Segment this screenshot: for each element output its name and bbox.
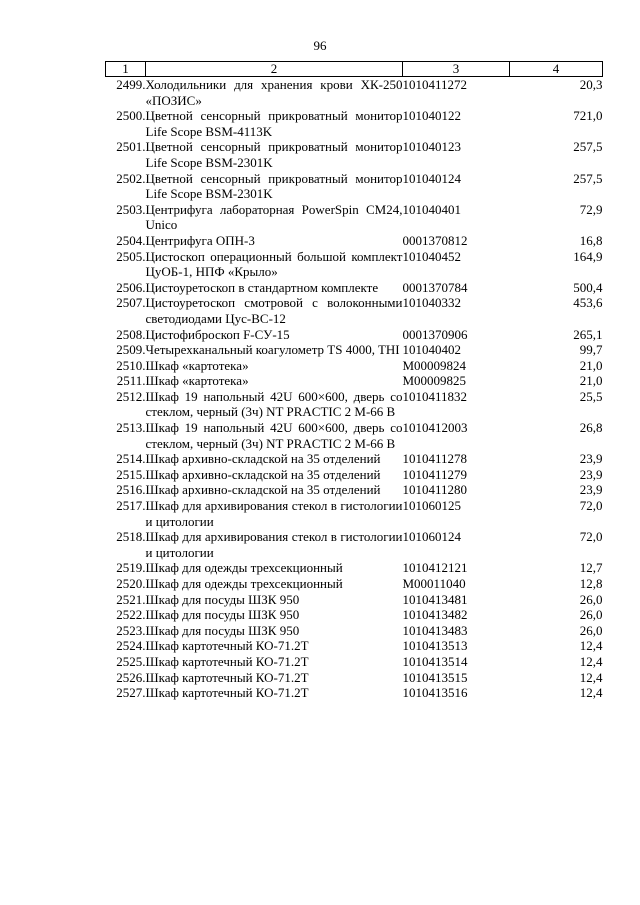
table-row xyxy=(106,389,603,420)
inventory-code: 101060125 xyxy=(402,498,461,514)
inventory-code: 101040401 xyxy=(402,201,461,217)
row-number: 2527. xyxy=(116,685,146,701)
item-name: Холодильники для хранения крови ХК-250 «ПОЗИС» xyxy=(145,77,403,108)
row-number: 2499. xyxy=(116,77,146,92)
row-number: 2502. xyxy=(116,170,146,186)
item-name: Шкаф для посуды ШЗК 950 xyxy=(145,622,300,638)
item-name: Цистоуретоскоп смотровой с волоконными светодиодами Цус-ВС-12 xyxy=(145,295,403,326)
item-value: 500,4 xyxy=(573,279,603,295)
row-number: 2517. xyxy=(116,498,146,514)
item-value: 12,4 xyxy=(579,669,603,685)
inventory-code: 1010412003 xyxy=(402,420,468,436)
row-number: 2505. xyxy=(116,248,146,264)
row-number: 2500. xyxy=(116,108,146,124)
item-name: Цистофиброскоп F-СУ-15 xyxy=(145,326,290,342)
inventory-code: 1010411272 xyxy=(402,77,468,92)
column-header-1: 1 xyxy=(106,62,146,77)
table-row xyxy=(106,638,603,654)
inventory-code: 1010411280 xyxy=(402,482,468,498)
inventory-code: 101040452 xyxy=(402,248,461,264)
item-name: Цветной сенсорный прикроватный монитор Life Scope BSM-2301K xyxy=(145,139,403,170)
table-body xyxy=(106,77,603,701)
column-header-4: 4 xyxy=(510,62,603,77)
item-name: Шкаф для посуды ШЗК 950 xyxy=(145,591,300,607)
item-name: Центрифуга лабораторная PowerSpin CM24, Unico xyxy=(145,201,403,233)
item-value: 164,9 xyxy=(573,248,603,264)
table-row xyxy=(106,560,603,576)
inventory-code: 1010413513 xyxy=(402,638,468,654)
item-value: 23,9 xyxy=(579,482,603,498)
item-value: 21,0 xyxy=(579,357,603,373)
table-row xyxy=(106,482,603,498)
row-number: 2524. xyxy=(116,638,146,654)
inventory-code: 101060124 xyxy=(402,529,461,545)
row-number: 2509. xyxy=(116,342,146,358)
item-value: 72,9 xyxy=(579,201,603,217)
inventory-code: 1010411278 xyxy=(402,451,468,467)
row-number: 2515. xyxy=(116,466,146,482)
inventory-code: 1010411832 xyxy=(402,388,468,404)
inventory-code: 1010413516 xyxy=(402,685,468,701)
row-number: 2518. xyxy=(116,529,146,545)
table-row xyxy=(106,576,603,592)
row-number: 2513. xyxy=(116,420,146,436)
table-row xyxy=(106,77,603,109)
table-row xyxy=(106,171,603,202)
item-name: Цистоуретоскоп в стандартном комплекте xyxy=(145,279,379,295)
item-value: 99,7 xyxy=(579,342,603,358)
row-number: 2501. xyxy=(116,139,146,155)
row-number: 2511. xyxy=(116,373,146,389)
item-value: 12,4 xyxy=(579,638,603,654)
item-value: 265,1 xyxy=(573,326,603,342)
item-value: 26,0 xyxy=(579,607,603,623)
row-number: 2523. xyxy=(116,622,146,638)
equipment-table xyxy=(105,61,603,701)
row-number: 2514. xyxy=(116,451,146,467)
inventory-code: 101040402 xyxy=(402,342,461,358)
item-value: 12,8 xyxy=(579,576,603,591)
item-value: 72,0 xyxy=(579,529,603,545)
item-name: Шкаф для одежды трехсекционный xyxy=(145,560,343,576)
inventory-code: М00011040 xyxy=(402,576,466,591)
table-row xyxy=(106,623,603,639)
row-number: 2508. xyxy=(116,326,146,342)
table-row xyxy=(106,295,603,326)
item-value: 26,0 xyxy=(579,622,603,638)
table-row xyxy=(106,685,603,701)
inventory-code: 0001370784 xyxy=(402,279,468,295)
inventory-code: 1010413514 xyxy=(402,653,468,669)
inventory-code: М00009824 xyxy=(402,357,467,373)
item-value: 72,0 xyxy=(579,498,603,514)
header-row xyxy=(106,62,603,77)
table-row xyxy=(106,498,603,529)
row-number: 2507. xyxy=(116,295,146,311)
item-value: 453,6 xyxy=(573,295,603,311)
table-row xyxy=(106,249,603,280)
row-number: 2526. xyxy=(116,669,146,685)
item-value: 12,4 xyxy=(579,653,603,669)
item-name: Шкаф картотечный КО-71.2Т xyxy=(145,638,309,654)
inventory-code: 0001370812 xyxy=(402,232,468,248)
row-number: 2525. xyxy=(116,653,146,669)
inventory-code: 101040124 xyxy=(402,170,461,186)
table-row xyxy=(106,607,603,623)
item-name: Шкаф 19 напольный 42U 600×600, дверь со стеклом, черный (3ч) NT PRACTIC 2 M-66 B xyxy=(145,420,403,451)
inventory-code: 101040332 xyxy=(402,295,461,311)
item-name: Шкаф картотечный КО-71.2Т xyxy=(145,653,309,669)
table-row xyxy=(106,467,603,483)
row-number: 2512. xyxy=(116,388,146,404)
table-row xyxy=(106,139,603,170)
table-row xyxy=(106,592,603,608)
table-row xyxy=(106,358,603,374)
item-value: 26,8 xyxy=(579,420,603,436)
item-name: Цветной сенсорный прикроватный монитор Life Scope BSM-4113K xyxy=(145,108,403,139)
item-name: Шкаф 19 напольный 42U 600×600, дверь со стеклом, черный (3ч) NT PRACTIC 2 M-66 B xyxy=(145,388,403,420)
inventory-code: 1010413483 xyxy=(402,622,468,638)
row-number: 2520. xyxy=(116,576,146,591)
item-value: 12,7 xyxy=(579,560,603,576)
table-row xyxy=(106,451,603,467)
item-value: 25,5 xyxy=(579,388,603,404)
inventory-code: 1010413482 xyxy=(402,607,468,623)
item-name: Центрифуга ОПН-3 xyxy=(145,232,255,248)
item-value: 23,9 xyxy=(579,451,603,467)
item-name: Четырехканальный коагулометр TS 4000, THI xyxy=(145,342,400,358)
table-header xyxy=(106,62,603,77)
item-name: Шкаф архивно-складской на 35 отделений xyxy=(145,466,381,482)
item-value: 16,8 xyxy=(579,232,603,248)
item-value: 257,5 xyxy=(573,139,603,155)
inventory-code: 1010413515 xyxy=(402,669,468,685)
inventory-code: 0001370906 xyxy=(402,326,468,342)
item-name: Шкаф «картотека» xyxy=(145,357,249,373)
inventory-code: 1010412121 xyxy=(402,560,468,576)
column-header-2: 2 xyxy=(146,62,403,77)
row-number: 2503. xyxy=(116,201,146,217)
table-row xyxy=(106,654,603,670)
row-number: 2519. xyxy=(116,560,146,576)
table-row xyxy=(106,373,603,389)
table-row xyxy=(106,327,603,343)
row-number: 2516. xyxy=(116,482,146,498)
column-header-3: 3 xyxy=(403,62,510,77)
table-row xyxy=(106,342,603,358)
inventory-code: 101040122 xyxy=(402,108,461,124)
item-name: Шкаф архивно-складской на 35 отделений xyxy=(145,451,381,467)
item-name: Шкаф картотечный КО-71.2Т xyxy=(145,685,309,701)
item-name: Шкаф «картотека» xyxy=(145,373,249,389)
item-name: Шкаф для архивирования стекол в гистологии и цитологии xyxy=(145,529,403,560)
page-number: 96 xyxy=(313,38,327,53)
table-row xyxy=(106,233,603,249)
item-name: Шкаф для архивирования стекол в гистологии и цитологии xyxy=(145,498,403,529)
item-value: 20,3 xyxy=(579,77,603,92)
item-value: 257,5 xyxy=(573,170,603,186)
item-value: 26,0 xyxy=(579,591,603,607)
table-row xyxy=(106,420,603,451)
item-value: 721,0 xyxy=(573,108,603,124)
item-name: Шкаф архивно-складской на 35 отделений xyxy=(145,482,381,498)
inventory-code: 1010411279 xyxy=(402,466,468,482)
item-value: 12,4 xyxy=(579,685,603,701)
table-row xyxy=(106,529,603,560)
item-name: Цистоскоп операционный большой комплект ЦуОБ-1, НПФ «Крыло» xyxy=(145,248,403,280)
row-number: 2504. xyxy=(116,232,146,248)
row-number: 2510. xyxy=(116,357,146,373)
item-name: Шкаф для одежды трехсекционный xyxy=(145,576,343,591)
table-row xyxy=(106,670,603,686)
table-row xyxy=(106,280,603,296)
item-value: 23,9 xyxy=(579,466,603,482)
item-name: Шкаф для посуды ШЗК 950 xyxy=(145,607,300,623)
row-number: 2522. xyxy=(116,607,146,623)
item-value: 21,0 xyxy=(579,373,603,389)
item-name: Шкаф картотечный КО-71.2Т xyxy=(145,669,309,685)
table-row xyxy=(106,202,603,233)
table-row xyxy=(106,108,603,139)
row-number: 2506. xyxy=(116,279,146,295)
inventory-code: 101040123 xyxy=(402,139,461,155)
inventory-code: 1010413481 xyxy=(402,591,468,607)
inventory-code: М00009825 xyxy=(402,373,467,389)
item-name: Цветной сенсорный прикроватный монитор Life Scope BSM-2301K xyxy=(145,170,403,202)
row-number: 2521. xyxy=(116,591,146,607)
